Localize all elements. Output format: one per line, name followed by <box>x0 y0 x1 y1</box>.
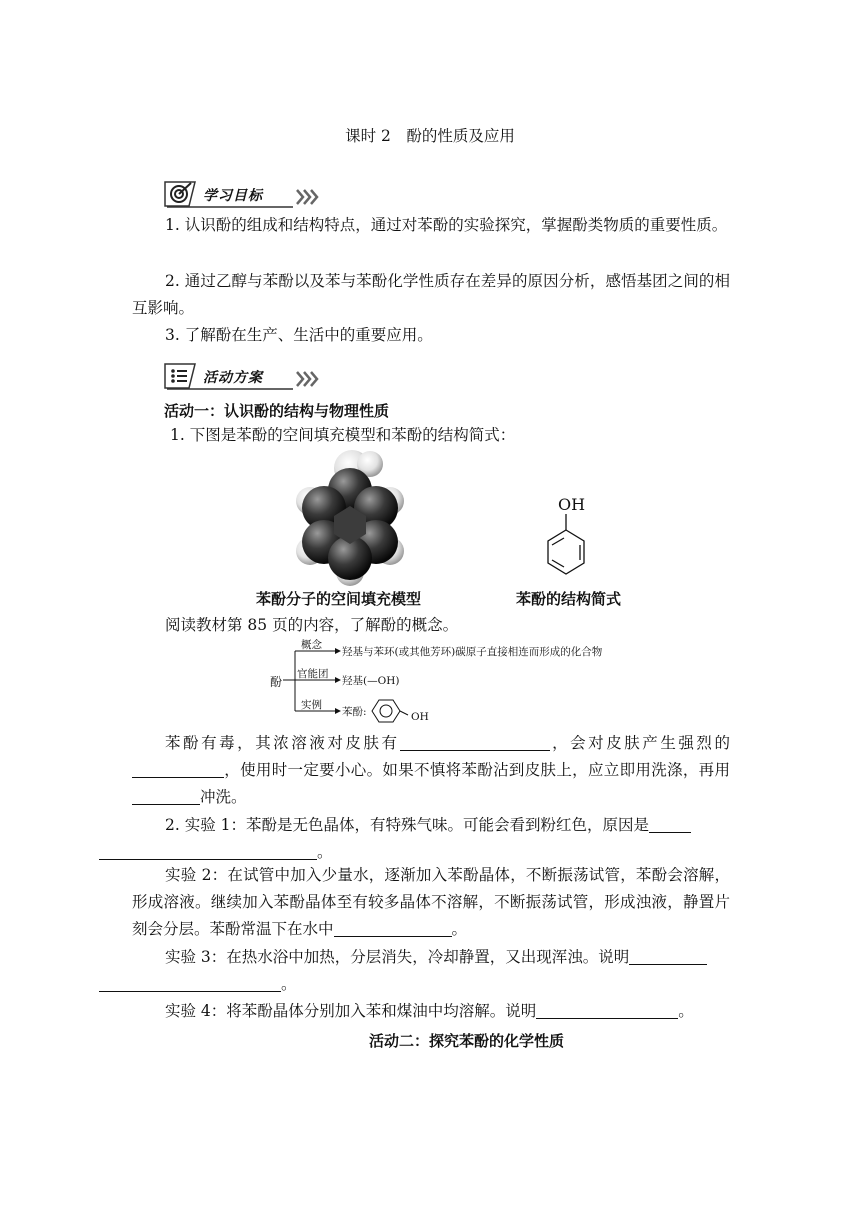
blank-1[interactable] <box>400 734 550 751</box>
read-textbook: 阅读教材第 85 页的内容，了解酚的概念。 <box>165 616 459 634</box>
exp4-period: 。 <box>678 1002 694 1020</box>
objectives-label: 学习目标 <box>203 188 263 204</box>
caption-structural: 苯酚的结构简式 <box>516 590 622 608</box>
blank-5[interactable] <box>334 920 452 937</box>
activity1-item1: 1. 下图是苯酚的空间填充模型和苯酚的结构简式： <box>170 426 516 444</box>
tox-text-a: 苯酚有毒，其浓溶液对皮肤有 <box>165 734 400 752</box>
activities-banner <box>163 362 323 390</box>
objectives-banner <box>163 180 323 208</box>
experiment-3 <box>132 944 730 998</box>
caption-space-filling: 苯酚分子的空间填充模型 <box>256 590 422 608</box>
activities-label: 活动方案 <box>203 370 263 386</box>
tox-text-d: ，使用时一定要小心。如果不慎将苯酚沾到皮肤上，应立即用 <box>224 761 652 779</box>
exp1-period: 。 <box>317 843 333 861</box>
objective-2: 2. 通过乙醇与苯酚以及苯与苯酚化学性质存在差异的原因分析，感悟基团之间的相互影响。 <box>132 272 730 317</box>
objective-3: 3. 了解酚在生产、生活中的重要应用。 <box>165 326 433 344</box>
formula-oh-label: OH <box>558 495 586 514</box>
exp3-period: 。 <box>281 975 297 993</box>
exp3-text: 实验 3：在热水浴中加热，分层消失，冷却静置，又出现浑浊。说明 <box>165 948 630 966</box>
experiment-2 <box>132 862 730 943</box>
phenol-space-filling-model <box>292 446 408 586</box>
activity1-heading: 活动一：认识酚的结构与物理性质 <box>164 402 390 420</box>
blank-6a[interactable] <box>629 948 707 965</box>
blank-3[interactable] <box>132 788 200 805</box>
activity2-heading: 活动二：探究苯酚的化学性质 <box>369 1032 565 1050</box>
diagram-text-concept: 羟基与苯环(或其他芳环)碳原子直接相连而形成的化合物 <box>342 646 603 658</box>
tox-text-e: 洗涤，再用 <box>651 761 730 779</box>
tox-text-f: 冲洗。 <box>200 788 247 806</box>
tox-text-b: ，会对皮肤产生强烈 <box>549 734 715 752</box>
blank-4b[interactable] <box>99 843 317 860</box>
tox-text-c: 的 <box>714 734 730 752</box>
diagram-oh: OH <box>411 711 429 723</box>
diagram-label-example: 实例 <box>301 699 322 711</box>
blank-7[interactable] <box>536 1002 678 1019</box>
toxicity-paragraph <box>132 730 730 811</box>
experiment-4 <box>132 998 730 1025</box>
objective-1: 1. 认识酚的组成和结构特点，通过对苯酚的实验探究，掌握酚类物质的重要性质。 <box>165 216 728 234</box>
diagram-text-functional-group: 羟基(—OH) <box>342 675 400 687</box>
page-title: 课时 2 酚的性质及应用 <box>345 127 515 145</box>
diagram-root: 酚 <box>270 675 283 689</box>
blank-6b[interactable] <box>99 975 281 992</box>
blank-2[interactable] <box>132 761 224 778</box>
diagram-text-example: 苯酚: <box>342 706 367 718</box>
diagram-label-concept: 概念 <box>301 639 322 651</box>
exp1-text: 2. 实验 1：苯酚是无色晶体，有特殊气味。可能会看到粉红色，原因是 <box>165 816 650 834</box>
diagram-benzene-ring <box>366 697 412 725</box>
experiment-1 <box>132 812 730 866</box>
exp4-text: 实验 4：将苯酚晶体分别加入苯和煤油中均溶解。说明 <box>165 1002 537 1020</box>
exp2-text: 实验 2：在试管中加入少量水，逐渐加入苯酚晶体，不断振荡试管，苯酚会溶解，形成溶液。继续加入苯酚晶体至有较多晶体不溶解，不断振荡试管，形成浊液，静置片刻会分层。苯酚常温下在水中 <box>132 866 730 938</box>
exp2-period: 。 <box>451 920 468 938</box>
blank-4a[interactable] <box>649 816 691 833</box>
diagram-label-functional-group: 官能团 <box>297 668 329 680</box>
